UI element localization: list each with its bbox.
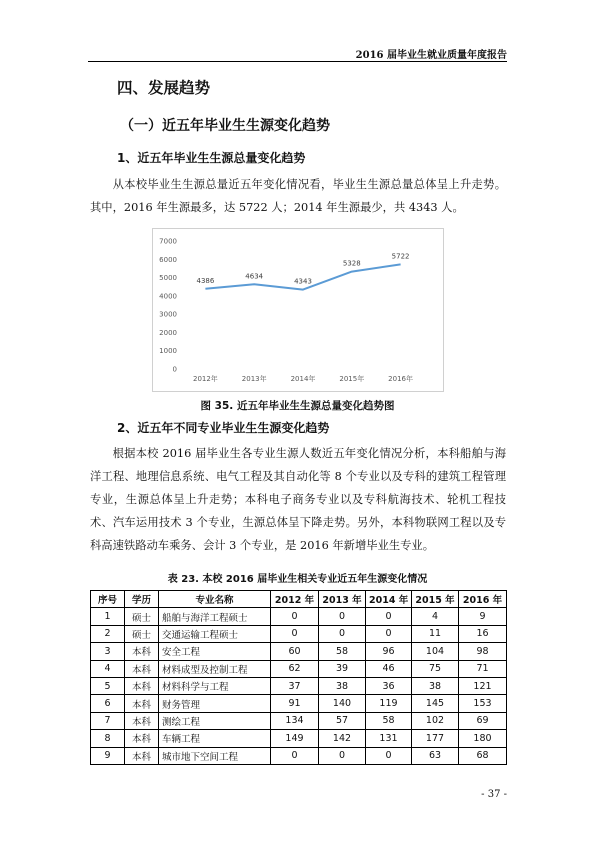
table-cell: 本科 bbox=[125, 712, 159, 729]
table-cell: 36 bbox=[366, 677, 412, 694]
table-cell: 75 bbox=[412, 660, 459, 677]
table-cell: 149 bbox=[271, 730, 319, 747]
table-cell: 96 bbox=[366, 643, 412, 660]
major-name-cell: 船舶与海洋工程硕士 bbox=[159, 608, 271, 625]
major-name-cell: 城市地下空间工程 bbox=[159, 747, 271, 764]
table-cell: 58 bbox=[366, 712, 412, 729]
col-header-degree: 学历 bbox=[125, 591, 159, 608]
table-cell: 9 bbox=[91, 747, 125, 764]
table-row bbox=[91, 677, 507, 694]
table-cell: 0 bbox=[366, 747, 412, 764]
table-cell: 46 bbox=[366, 660, 412, 677]
col-header-2014: 2014 年 bbox=[366, 591, 412, 608]
table-cell: 104 bbox=[412, 643, 459, 660]
table-cell: 硕士 bbox=[125, 625, 159, 642]
chart-caption: 图 35. 近五年毕业生生源总量变化趋势图 bbox=[200, 400, 395, 412]
col-header-2012: 2012 年 bbox=[271, 591, 319, 608]
data-label: 5722 bbox=[391, 252, 410, 261]
table-cell: 119 bbox=[366, 695, 412, 712]
table-cell: 62 bbox=[271, 660, 319, 677]
col-header-2015: 2015 年 bbox=[412, 591, 459, 608]
table-cell: 91 bbox=[271, 695, 319, 712]
page-number: - 37 - bbox=[481, 789, 507, 800]
table-cell: 0 bbox=[271, 747, 319, 764]
table-cell: 39 bbox=[319, 660, 366, 677]
section-heading: 四、发展趋势 bbox=[117, 79, 211, 97]
table-cell: 硕士 bbox=[125, 608, 159, 625]
table-cell: 本科 bbox=[125, 695, 159, 712]
table-cell: 0 bbox=[271, 608, 319, 625]
table-cell: 131 bbox=[366, 730, 412, 747]
table-cell: 本科 bbox=[125, 730, 159, 747]
x-tick-label: 2014年 bbox=[290, 375, 316, 383]
major-name-cell: 测绘工程 bbox=[159, 712, 271, 729]
table-cell: 140 bbox=[319, 695, 366, 712]
table-cell: 2 bbox=[91, 625, 125, 642]
major-name-cell: 材料成型及控制工程 bbox=[159, 660, 271, 677]
table-cell: 177 bbox=[412, 730, 459, 747]
data-label: 4343 bbox=[294, 277, 312, 286]
table-cell: 180 bbox=[459, 730, 507, 747]
table-cell: 11 bbox=[412, 625, 459, 642]
major-name-cell: 车辆工程 bbox=[159, 730, 271, 747]
x-tick-label: 2012年 bbox=[192, 375, 218, 383]
table-cell: 58 bbox=[319, 643, 366, 660]
y-tick-label: 5000 bbox=[159, 274, 177, 283]
table-cell: 0 bbox=[366, 625, 412, 642]
col-header-2016: 2016 年 bbox=[459, 591, 507, 608]
table-cell: 38 bbox=[412, 677, 459, 694]
major-name-cell: 安全工程 bbox=[159, 643, 271, 660]
major-name-cell: 财务管理 bbox=[159, 695, 271, 712]
table-cell: 71 bbox=[459, 660, 507, 677]
table-cell: 5 bbox=[91, 677, 125, 694]
running-header: 2016 届毕业生就业质量年度报告 bbox=[355, 50, 507, 61]
table-cell: 68 bbox=[459, 747, 507, 764]
y-tick-label: 4000 bbox=[159, 292, 177, 301]
major-name-cell: 材料科学与工程 bbox=[159, 677, 271, 694]
header-rule bbox=[88, 61, 507, 62]
table-cell: 57 bbox=[319, 712, 366, 729]
table-cell: 8 bbox=[91, 730, 125, 747]
table-cell: 0 bbox=[319, 625, 366, 642]
table-header-row bbox=[91, 591, 507, 608]
major-name-cell: 交通运输工程硕士 bbox=[159, 625, 271, 642]
item2-heading: 2、近五年不同专业毕业生生源变化趋势 bbox=[117, 421, 330, 435]
chart-svg bbox=[153, 229, 443, 391]
table-cell: 本科 bbox=[125, 643, 159, 660]
table-cell: 6 bbox=[91, 695, 125, 712]
y-tick-label: 3000 bbox=[159, 310, 177, 319]
table-row bbox=[91, 747, 507, 764]
table-caption: 表 23. 本校 2016 届毕业生相关专业近五年生源变化情况 bbox=[167, 574, 428, 585]
table-cell: 102 bbox=[412, 712, 459, 729]
table-cell: 0 bbox=[271, 625, 319, 642]
table-row bbox=[91, 695, 507, 712]
table-row bbox=[91, 730, 507, 747]
col-header-2013: 2013 年 bbox=[319, 591, 366, 608]
table-cell: 153 bbox=[459, 695, 507, 712]
table-cell: 7 bbox=[91, 712, 125, 729]
table-cell: 142 bbox=[319, 730, 366, 747]
y-tick-label: 6000 bbox=[159, 255, 177, 264]
x-tick-label: 2015年 bbox=[339, 375, 365, 383]
subsection-heading: （一）近五年毕业生生源变化趋势 bbox=[120, 118, 330, 134]
col-header-major: 专业名称 bbox=[159, 591, 271, 608]
line-chart bbox=[152, 228, 444, 392]
table-cell: 63 bbox=[412, 747, 459, 764]
table-cell: 本科 bbox=[125, 747, 159, 764]
data-table bbox=[90, 590, 507, 765]
table-row bbox=[91, 643, 507, 660]
table-cell: 0 bbox=[319, 747, 366, 764]
y-tick-label: 0 bbox=[172, 365, 177, 374]
x-tick-label: 2016年 bbox=[388, 375, 414, 383]
table-cell: 16 bbox=[459, 625, 507, 642]
table-cell: 本科 bbox=[125, 677, 159, 694]
table-cell: 4 bbox=[412, 608, 459, 625]
table-row bbox=[91, 608, 507, 625]
table-cell: 4 bbox=[91, 660, 125, 677]
col-header-index: 序号 bbox=[91, 591, 125, 608]
table-cell: 98 bbox=[459, 643, 507, 660]
table-cell: 60 bbox=[271, 643, 319, 660]
y-tick-label: 1000 bbox=[159, 347, 177, 356]
item1-paragraph: 从本校毕业生生源总量近五年变化情况看，毕业生生源总量总体呈上升走势。其中，2016 年生源最多，达 5722 人；2014 年生源最少，共 4343 人。 bbox=[90, 178, 506, 214]
table-cell: 0 bbox=[319, 608, 366, 625]
data-label: 5328 bbox=[342, 259, 361, 268]
table-cell: 37 bbox=[271, 677, 319, 694]
y-tick-label: 2000 bbox=[159, 328, 177, 337]
data-label: 4634 bbox=[245, 272, 264, 281]
table-cell: 134 bbox=[271, 712, 319, 729]
table-cell: 38 bbox=[319, 677, 366, 694]
y-tick-label: 7000 bbox=[159, 237, 177, 246]
table-cell: 0 bbox=[366, 608, 412, 625]
data-label: 4386 bbox=[196, 276, 215, 285]
table-cell: 本科 bbox=[125, 660, 159, 677]
item2-paragraph: 根据本校 2016 届毕业生各专业生源人数近五年变化情况分析，本科船舶与海洋工程、地理信息系统、电气工程及其自动化等 8 个专业以及专科的建筑工程管理专业，生源总体呈上升走势；本科电子商务专业以及专科航海技术、轮机工程技术、汽车运用技术 3 个专业，生源总体呈下降走势。另外，本科物联网工程以及专科高速铁路动车乘务、会计 3 个专业，是 2016 年新增毕业生专业。 bbox=[90, 447, 506, 552]
x-tick-label: 2013年 bbox=[241, 375, 267, 383]
table-cell: 69 bbox=[459, 712, 507, 729]
table-cell: 1 bbox=[91, 608, 125, 625]
table-cell: 145 bbox=[412, 695, 459, 712]
table-cell: 121 bbox=[459, 677, 507, 694]
item1-heading: 1、近五年毕业生生源总量变化趋势 bbox=[117, 151, 306, 165]
table-cell: 3 bbox=[91, 643, 125, 660]
table-row bbox=[91, 712, 507, 729]
table-row bbox=[91, 625, 507, 642]
table-row bbox=[91, 660, 507, 677]
table-cell: 9 bbox=[459, 608, 507, 625]
